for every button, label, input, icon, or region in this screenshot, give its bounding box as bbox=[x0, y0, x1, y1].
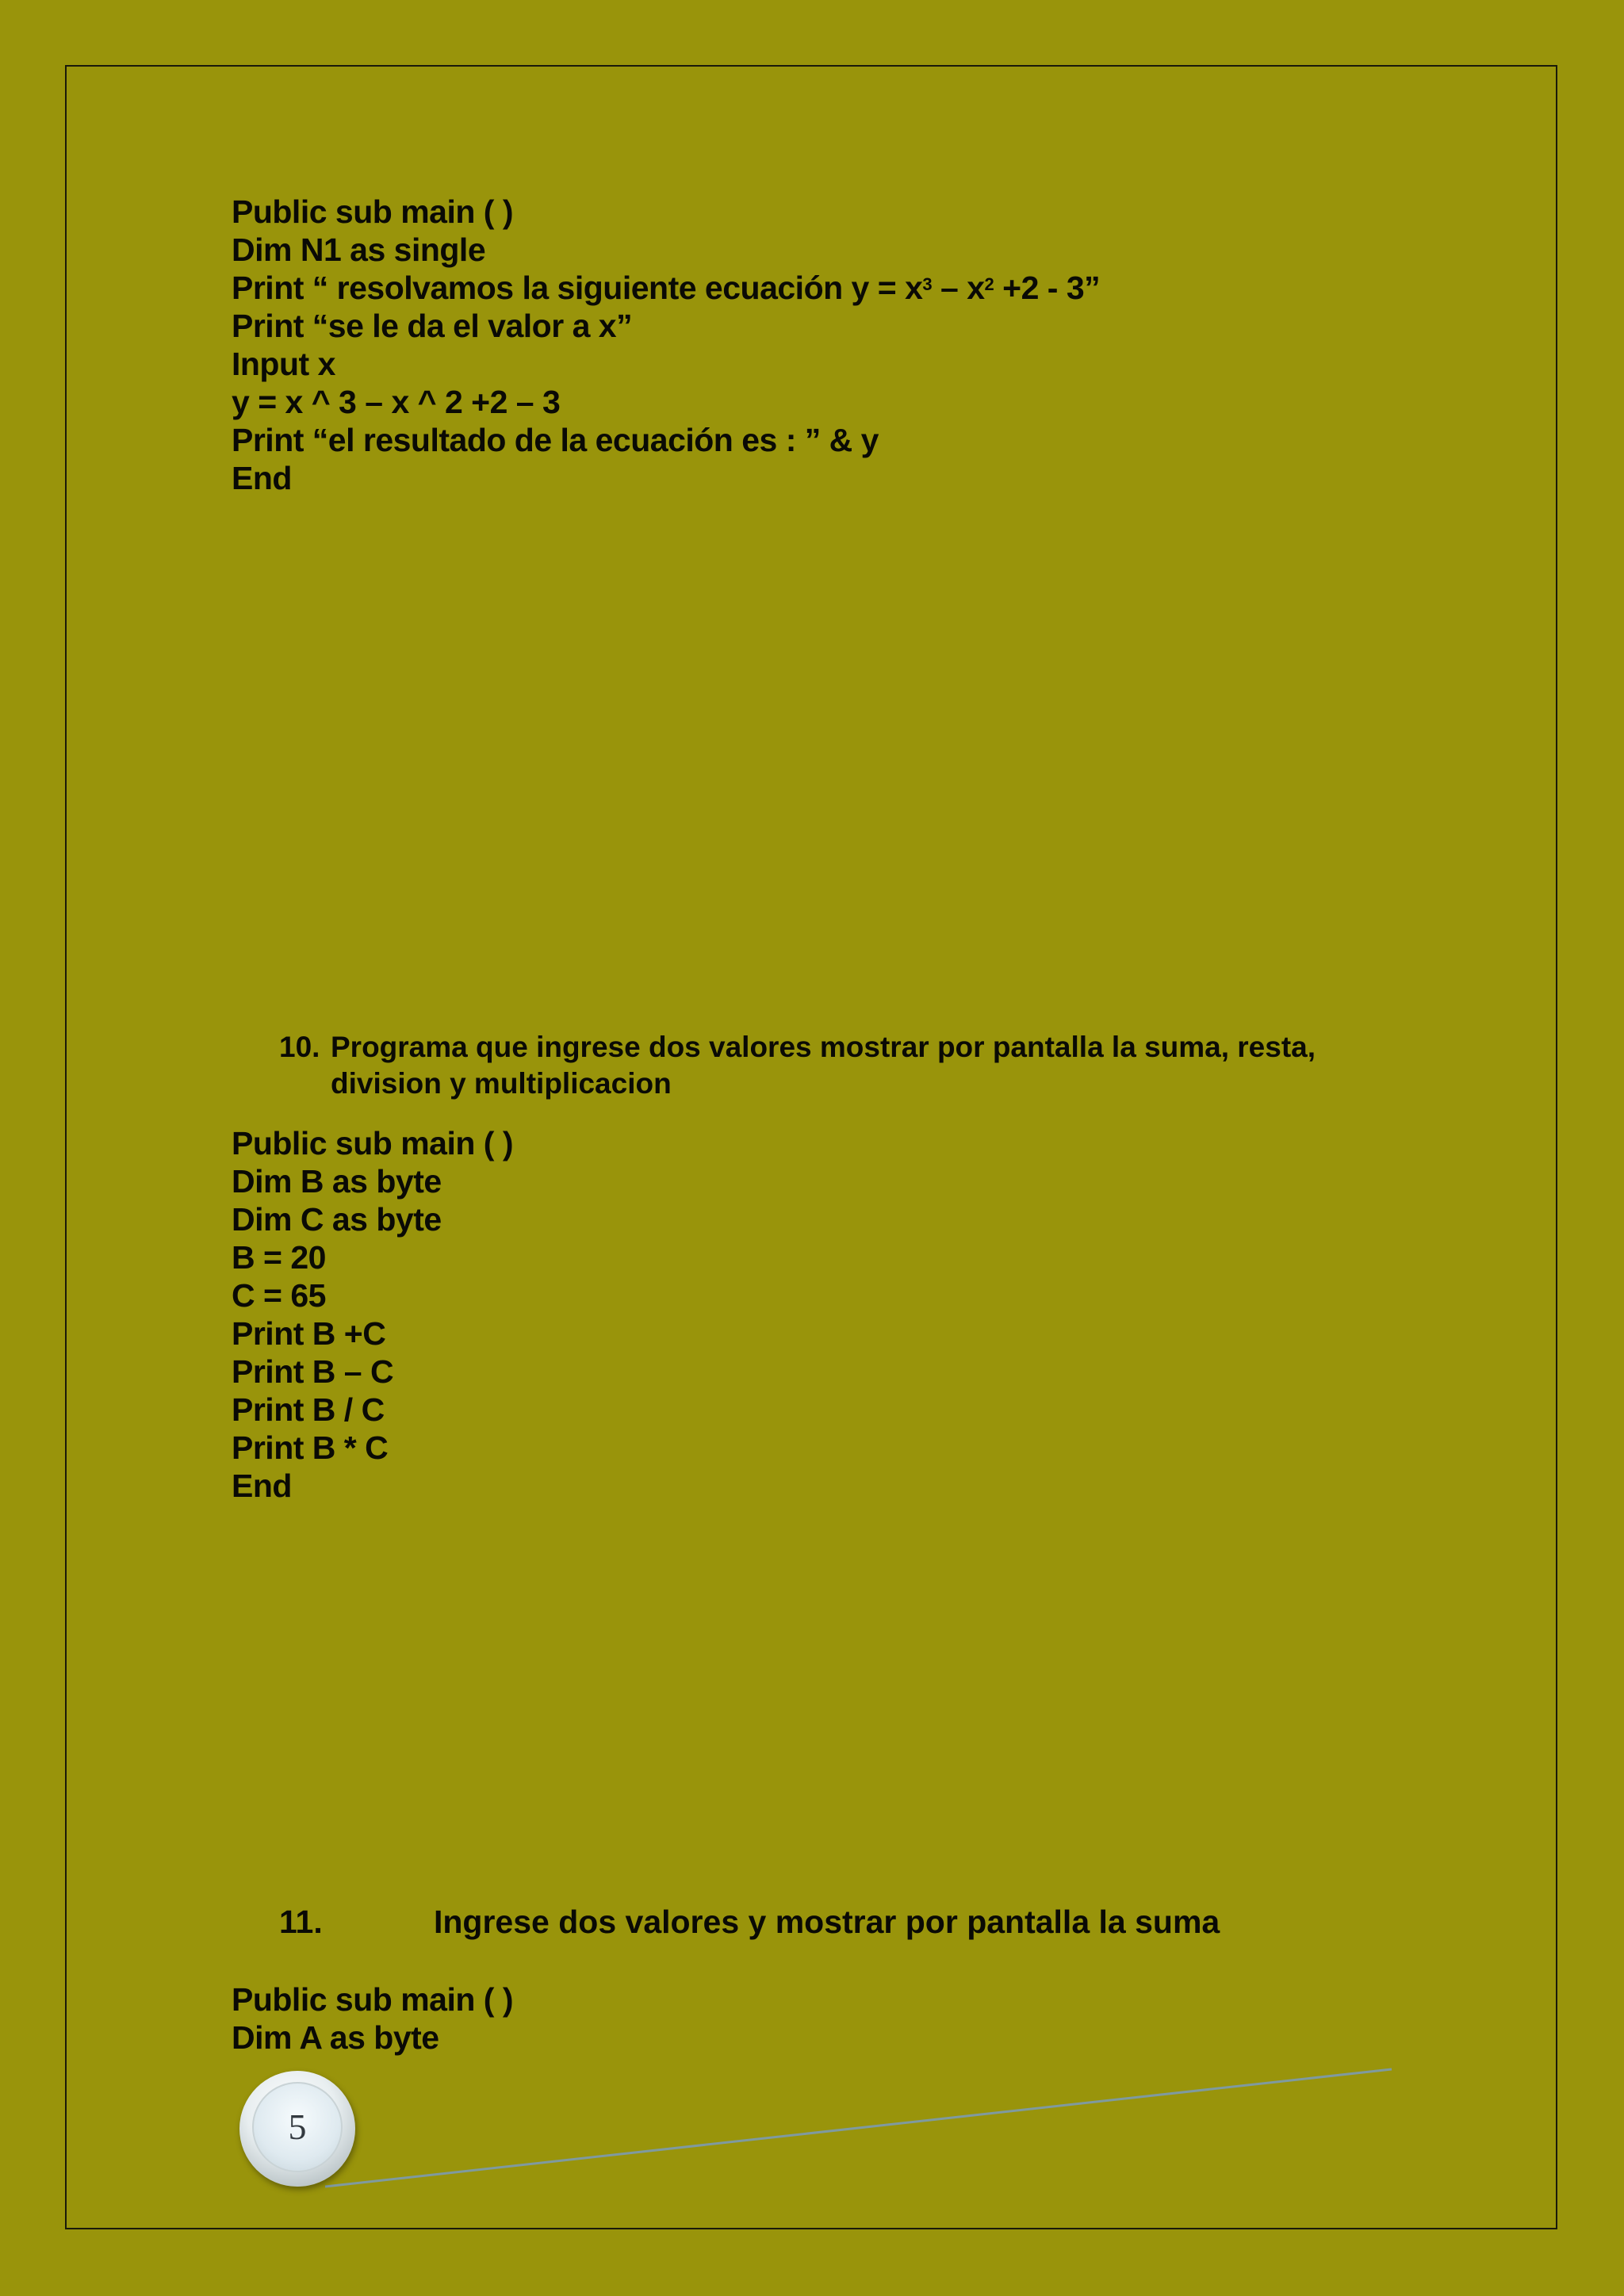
code-line: Dim A as byte bbox=[232, 2019, 439, 2056]
code-line: Print “se le da el valor a x” bbox=[232, 308, 633, 344]
code-line: Input x bbox=[232, 346, 335, 382]
equation-tail: +2 - 3” bbox=[994, 270, 1101, 306]
code-line: Print B – C bbox=[232, 1353, 394, 1390]
code-line: Print B / C bbox=[232, 1391, 385, 1428]
page-number-disc bbox=[252, 2082, 343, 2172]
equation-mid: – x bbox=[932, 270, 985, 306]
code-line: Public sub main ( ) bbox=[232, 193, 513, 230]
page-number: 5 bbox=[288, 2107, 307, 2147]
code-line: Dim C as byte bbox=[232, 1201, 442, 1238]
code-line: B = 20 bbox=[232, 1239, 326, 1276]
exponent-2: 2 bbox=[984, 274, 994, 294]
code-line: C = 65 bbox=[232, 1277, 326, 1314]
code-line: End bbox=[232, 460, 292, 496]
list-item-text: Ingrese dos valores y mostrar por pantalla la suma bbox=[434, 1904, 1220, 1940]
list-item-number: 11. bbox=[279, 1904, 323, 1940]
code-line: Dim N1 as single bbox=[232, 232, 486, 268]
code-line: y = x ^ 3 – x ^ 2 +2 – 3 bbox=[232, 384, 561, 420]
list-item-number: 10. bbox=[279, 1031, 320, 1063]
page-number-badge bbox=[239, 2071, 355, 2187]
code-line: Print “el resultado de la ecuación es : ” & y bbox=[232, 422, 879, 458]
code-line: Public sub main ( ) bbox=[232, 1125, 513, 1161]
code-block-equation bbox=[232, 193, 1100, 497]
exponent-3: 3 bbox=[922, 274, 933, 294]
code-block-arithmetic bbox=[232, 1124, 513, 1505]
code-block-sum bbox=[232, 1980, 513, 2057]
code-line-equation bbox=[232, 269, 1100, 307]
equation-start: Print “ resolvamos la siguiente ecuación y = x bbox=[232, 270, 923, 306]
code-line: Dim B as byte bbox=[232, 1163, 442, 1200]
code-line: End bbox=[232, 1468, 292, 1504]
code-line: Print B +C bbox=[232, 1315, 386, 1352]
code-line: Public sub main ( ) bbox=[232, 1981, 513, 2018]
code-line: Print B * C bbox=[232, 1429, 389, 1466]
list-item-text: Programa que ingrese dos valores mostrar por pantalla la suma, resta, division y multiplicacion bbox=[331, 1031, 1316, 1100]
